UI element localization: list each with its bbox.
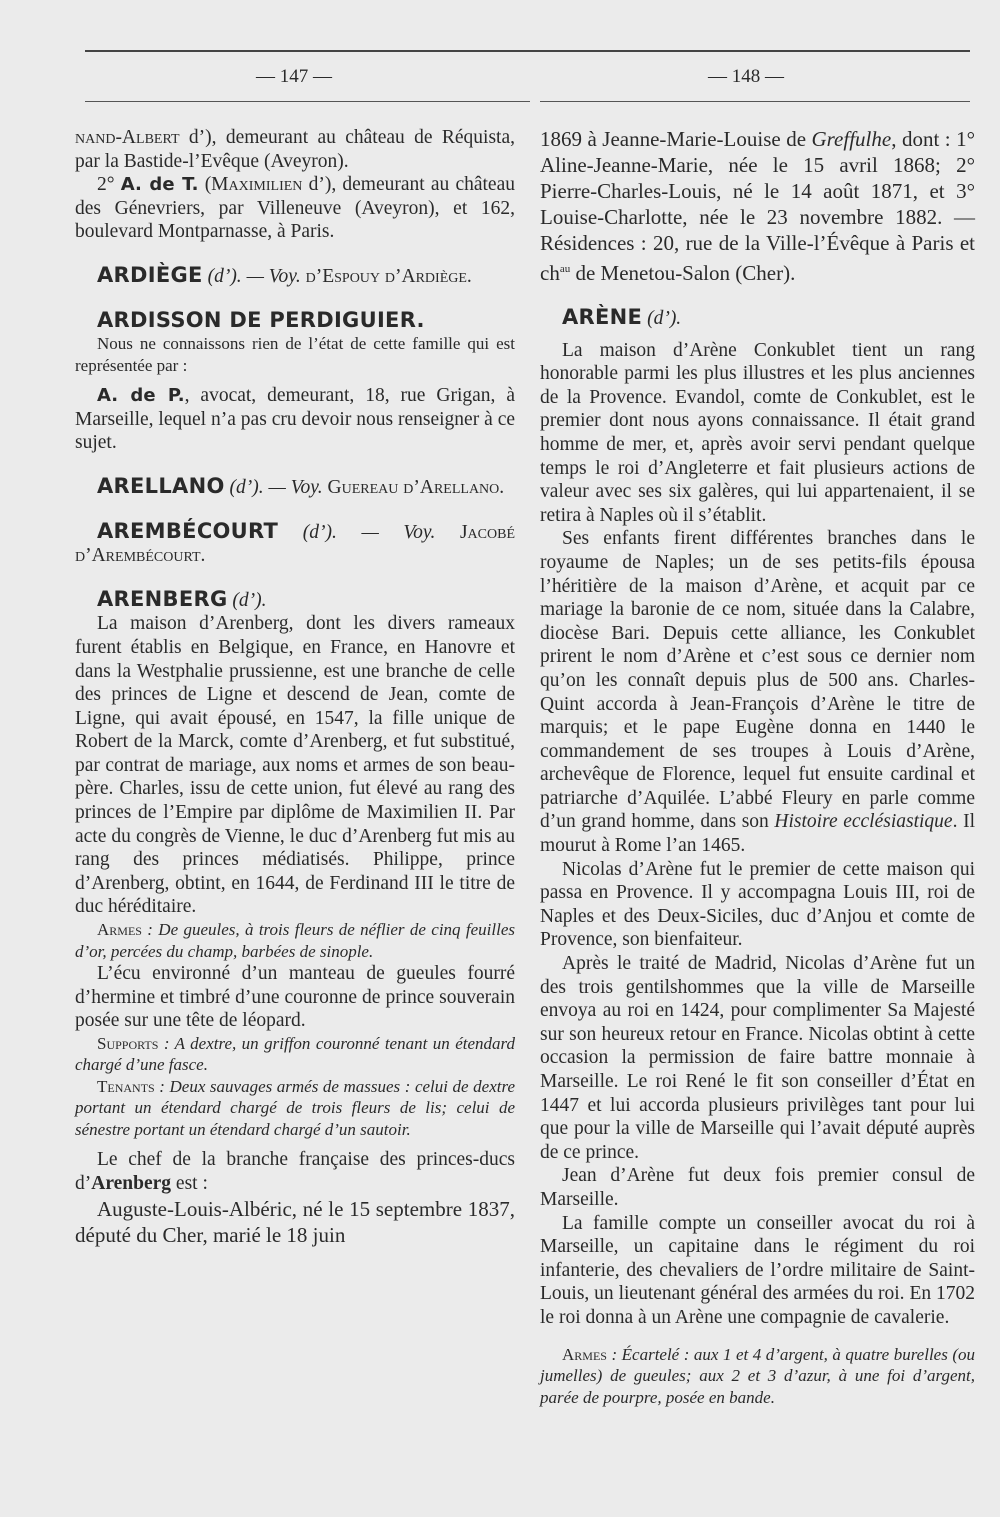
paragraph-text: d’), demeurant au château de Réquista, par la Bastide-l’Evêque (Aveyron). [75,127,515,172]
entry-particle: (d’). [202,265,242,287]
left-page-number: — 147 — [256,66,332,87]
abbreviated-name: A. de T. [120,174,199,196]
see-also: — Voy. [241,265,301,287]
see-also: — Voy. [336,521,436,543]
blazon-armes [540,1344,975,1409]
blazon-label: Armes [97,920,142,940]
blazon-label: Armes [562,1344,607,1364]
paragraph [75,384,515,455]
blazon-text: : A dextre, un griffon couronné tenant un étendard chargé d’une fasce. [75,1033,515,1075]
entry-arellano [75,475,515,500]
entry-title: ARENBERG [97,586,228,611]
paragraph: Jean d’Arène fut deux fois premier consul de Marseille. [540,1165,975,1210]
entry-arenberg [75,588,515,613]
paragraph [75,173,515,244]
paragraph [75,126,515,173]
book-title: Histoire ecclésiastique [774,811,953,833]
blazon-text: : Écartelé : aux 1 et 4 d’argent, à quatre burelles (ou jumelles) de gueules; aux 2 et 3 d’azur, à une foi d’argent, parée de pourpre, posée en bande. [540,1344,975,1407]
entry-title: ARDIÈGE [97,262,203,287]
blazon-text: : Deux sauvages armés de massues : celui de dextre portant un étendard chargé de trois fleurs de lis; celui de sénestre portant un étendard chargé d’un sautoir. [75,1076,515,1139]
blazon-label: Supports [97,1033,159,1053]
abbreviated-name: A. de P. [97,385,185,407]
paragraph: La maison d’Arenberg, dont les divers rameaux furent établis en Belgique, en France, en Hanovre et dans la Westphalie prussienne, est une branche de celle des princes de Ligne et descend de Jean, comte de Ligne, qui avait épousé, en 1547, la fille unique de Robert de la Marck, comte d’Arenberg, et fut substitué, par contrat de mariage, aux noms et armes de son beau-père. Charles, issu de cette union, fut élevé au rang des princes de l’Empire par diplôme de Maximilien II. Par acte du congrès de Vienne, le duc d’Arenberg fut mis au rang des princes médiatisés. Philippe, prince d’Arenberg, obtint, en 1644, de Ferdinand III le titre de duc héréditaire. [75,613,515,918]
blazon-label: Tenants [97,1076,155,1096]
name-smallcaps: nand-Albert [75,127,180,148]
paragraph-text: 1869 à Jeanne-Marie-Louise de [540,127,812,151]
paragraph [75,1148,515,1195]
paragraph-text: est : [171,1172,208,1194]
family-name: Greffulhe [811,127,892,151]
paragraph: La famille compte un conseiller avocat du roi à Marseille, un capitaine dans le régiment du roi infanterie, des chevaliers de l’ordre militaire de Saint-Louis, un lieutenant général des armées du roi. En 1702 le roi donna à un Arène une compagnie de cavalerie. [540,1212,975,1328]
paragraph-text: , avocat, demeurant, 18, rue Grigan, à Marseille, lequel n’a pas cru devoir nous renseigner à ce sujet. [75,385,515,454]
entry-particle: (d’). [224,476,264,498]
paragraph: Nous ne connaissons rien de l’état de cette famille qui est représentée par : [75,334,515,375]
paragraph: L’écu environné d’un manteau de gueules fourré d’hermine et timbré d’une couronne de prince souverain posée sur une tête de léopard. [75,963,515,1032]
paragraph-text: Ses enfants firent différentes branches dans le royaume de Naples; un de ses petits-fils épousa l’héritière de la maison d’Arène, et acquit par ce mariage la baronie de ce nom, située dans la Calabre, diocèse Bari. Depuis cette alliance, les Conkublet prirent le nom d’Arène et c’est sous ce dernier nom qu’on les connaît depuis plus de 500 ans. Charles-Quint accorda à Jean-François d’Arène le titre de marquis; et le pape Eugène donna en 1440 le commandement de ses troupes à Louis d’Arène, archevêque de Florence, lequel fut ensuite cardinal et patriarche d’Aquilée. L’abbé Fleury en parle comme d’un grand homme, dans son [540,528,975,833]
cross-reference: Guereau d’Arellano. [322,476,505,498]
paragraph: Nicolas d’Arène fut le premier de cette maison qui passa en Provence. Il y accompagna Louis III, roi de Naples et des Deux-Siciles, duc d’Anjou et comte de Provence, son bienfaiteur. [540,858,975,951]
family-name: Arenberg [91,1172,172,1194]
right-page-number: — 148 — [708,66,784,87]
entry-particle: (d’). [642,308,682,329]
entry-title: ARELLANO [97,473,225,498]
paragraph: Auguste-Louis-Albéric, né le 15 septembre 1837, député du Cher, marié le 18 juin [75,1196,515,1247]
entry-title: AREMBÉCOURT [97,518,279,543]
left-header-rule [85,101,530,102]
right-header-rule [540,101,970,102]
blazon-text: : De gueules, à trois fleurs de néflier de cinq feuilles d’or, percées du champ, barbées de sinople. [75,920,515,961]
paragraph-text: de Menetou-Salon (Cher). [570,261,796,285]
entry-particle: (d’). [227,589,267,611]
cross-reference: Jacobé d’Arembécourt. [75,521,516,567]
blazon-armes [75,919,515,962]
right-column [540,126,975,1408]
paragraph: Après le traité de Madrid, Nicolas d’Arène fut un des trois gentilshommes que la ville de Marseille envoya au roi en 1424, pour complimenter Sa Majesté sur son heureux retour en France. Nicolas obtint à cette occasion la permission de faire battre monnaie à Marseille. Le roi René le fit son conseiller d’État en 1447 et lui accorda plusieurs privilèges tant pour lui que pour la ville de Marseille qui l’avait député auprès de ce prince. [540,953,975,1163]
cross-reference: d’Espouy d’Ardiège. [300,265,472,287]
paragraph: La maison d’Arène Conkublet tient un rang honorable parmi les plus illustres et les plus anciennes de la Provence. Evandol, comte de Conkublet, est le premier dont nous ayons connaissance. Il était grand homme de mer, et, après avoir servi pendant quelque temps le roi d’Angleterre et fait plusieurs actions de valeur avec ses six galères, qui lui appartenaient, il se retira à Naples où il s’établit. [540,339,975,526]
left-column [75,126,515,1248]
entry-title: ARÈNE [562,305,643,329]
see-also: — Voy. [263,476,323,498]
paragraph-text: d’), demeurant au château des Génevriers, par Villeneuve (Aveyron), et 162, boulevard Montparnasse, à Paris. [75,174,515,243]
item-number: 2° [97,174,121,196]
entry-ardiege [75,264,515,289]
paragraph [540,527,975,857]
paragraph-text: , dont : 1° Aline-Jeanne-Marie, née le 15 avril 1868; 2° Pierre-Charles-Louis, né le 14 août 1871, et 3° Louise-Charlotte, née le 23 novembre 1882. — Résidences : 20, rue de la Ville-l’Évêque à Paris et ch [540,127,975,285]
top-rule [85,50,970,52]
entry-arembecourt [75,520,515,568]
blazon-tenants [75,1076,515,1141]
entry-title: ARDISSON DE PERDIGUIER. [97,307,425,332]
paragraph-text: Le chef de la branche française des princes-ducs d’ [75,1149,515,1194]
entry-arene [540,306,975,331]
entry-particle: (d’). [278,521,337,543]
paragraph [540,126,975,286]
paragraph-text: . Il mourut à Rome l’an 1465. [540,811,975,857]
entry-ardisson [75,309,515,334]
name-smallcaps: (Maximilien [198,174,303,196]
superscript: au [559,263,571,275]
blazon-supports [75,1033,515,1076]
